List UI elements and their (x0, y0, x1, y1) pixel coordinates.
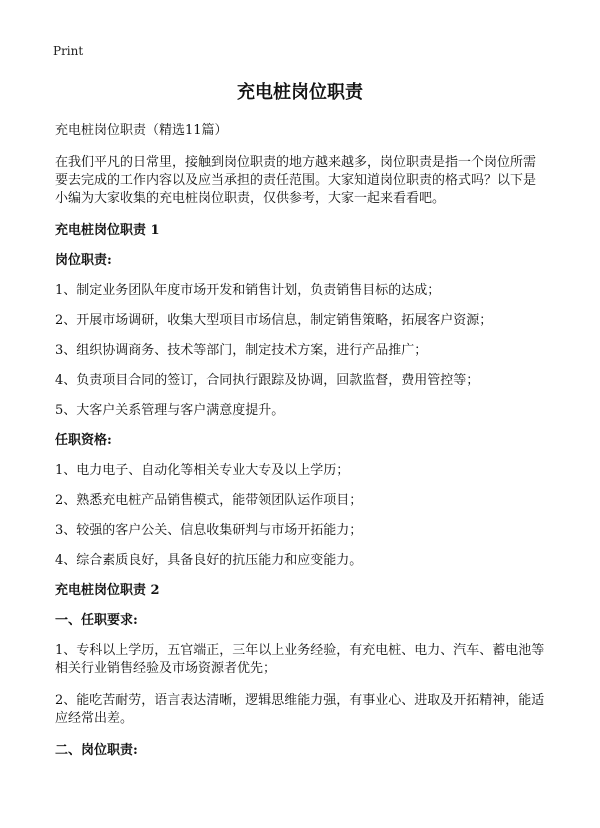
section-1-qualification-item: 1、电力电子、自动化等相关专业大专及以上学历； (55, 463, 350, 478)
section-1-duty-item: 1、制定业务团队年度市场开发和销售计划，负责销售目标的达成； (55, 283, 441, 298)
section-2-heading: 充电桩岗位职责 2 (55, 583, 160, 598)
intro-paragraph: 在我们平凡的日常里，接触到岗位职责的地方越来越多，岗位职责是指一个岗位所需要去完成的工作内容以及应当承担的责任范围。大家知道岗位职责的格式吗？以下是小编为大家收集的充电桩岗位职责，仅供参考，大家一起来看看吧。 (55, 155, 537, 206)
section-1-duty-item: 3、组织协调商务、技术等部门，制定技术方案，进行产品推广； (55, 343, 428, 358)
section-1-heading: 充电桩岗位职责 1 (55, 223, 160, 238)
section-2-requirements-heading: 一、任职要求: (55, 613, 138, 628)
section-2-requirement-item: 2、能吃苦耐劳，语言表达清晰，逻辑思维能力强，有事业心、进取及开拓精神，能适应经常出差。 (55, 693, 545, 726)
section-2-duties-heading: 二、岗位职责: (55, 743, 138, 758)
section-2-requirement-item: 1、专科以上学历，五官端正，三年以上业务经验，有充电桩、电力、汽车、蓄电池等相关行业销售经验及市场资源者优先； (55, 643, 545, 676)
section-1-qualifications-heading: 任职资格: (55, 433, 112, 448)
print-label: Print (53, 44, 84, 58)
section-1-duty-item: 4、负责项目合同的签订，合同执行跟踪及协调，回款监督，费用管控等； (55, 373, 480, 388)
section-1-duties-heading: 岗位职责: (55, 253, 112, 268)
section-1-duty-item: 2、开展市场调研，收集大型项目市场信息，制定销售策略，拓展客户资源； (55, 313, 493, 328)
section-1-duty-item: 5、大客户关系管理与客户满意度提升。 (55, 403, 285, 418)
section-1-qualification-item: 2、熟悉充电桩产品销售模式，能带领团队运作项目； (55, 493, 363, 508)
section-1-qualification-item: 3、较强的客户公关、信息收集研判与市场开拓能力； (55, 523, 363, 538)
section-1-qualification-item: 4、综合素质良好，具备良好的抗压能力和应变能力。 (55, 553, 363, 568)
document-subtitle: 充电桩岗位职责（精选11篇） (55, 123, 228, 138)
page-title: 充电桩岗位职责 (237, 82, 363, 103)
